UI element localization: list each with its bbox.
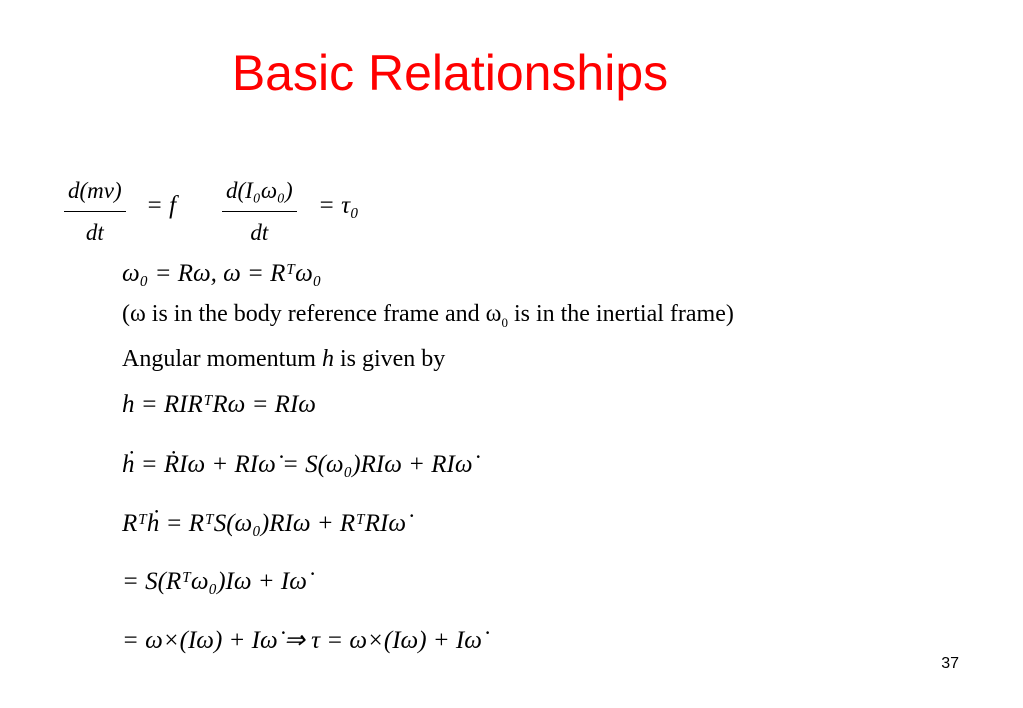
s-equation: = S(Rᵀω₀)Iω + Iω̇ bbox=[122, 568, 307, 595]
angular-text-a: Angular momentum bbox=[122, 346, 316, 372]
frac-angular bbox=[222, 178, 297, 246]
rt-h-dot-equation: Rᵀḣ = RᵀS(ω₀)RIω + RᵀRIω̇ bbox=[122, 510, 407, 537]
frac-bar bbox=[222, 211, 297, 212]
slide-title: Basic Relationships bbox=[231, 45, 669, 101]
frac-momentum-numerator: d(mv) bbox=[68, 178, 122, 203]
page-number: 37 bbox=[941, 655, 959, 672]
h-dot-equation: ḣ = ṘIω + RIω̇ = S(ω₀)RIω + RIω̇ bbox=[122, 451, 473, 478]
frame-note-subscript: 0 bbox=[501, 315, 508, 330]
frac-momentum-denominator: dt bbox=[85, 220, 104, 245]
frame-note-part-a: (ω is in the body reference frame and ω bbox=[122, 301, 502, 327]
h-definition: h = RIRᵀRω = RIω bbox=[122, 391, 316, 418]
frame-note-part-b: is in the inertial frame) bbox=[513, 301, 734, 327]
frac-momentum-rhs: = f bbox=[146, 192, 177, 219]
final-equation: = ω×(Iω) + Iω̇ ⇒ τ = ω×(Iω) + Iω̇ bbox=[122, 627, 482, 654]
frac-bar bbox=[64, 211, 126, 212]
frame-note bbox=[122, 301, 734, 330]
frac-angular-numerator: d(I₀ω₀) bbox=[226, 178, 293, 203]
angular-text-h: h bbox=[321, 346, 334, 372]
rotation-relation: ω₀ = Rω, ω = Rᵀω₀ bbox=[122, 260, 322, 287]
angular-momentum-text bbox=[122, 347, 445, 371]
frac-angular-denominator: dt bbox=[250, 220, 269, 245]
angular-text-b: is given by bbox=[339, 346, 446, 372]
frac-momentum bbox=[64, 178, 126, 246]
frac-angular-rhs: = τ₀ bbox=[318, 192, 359, 219]
